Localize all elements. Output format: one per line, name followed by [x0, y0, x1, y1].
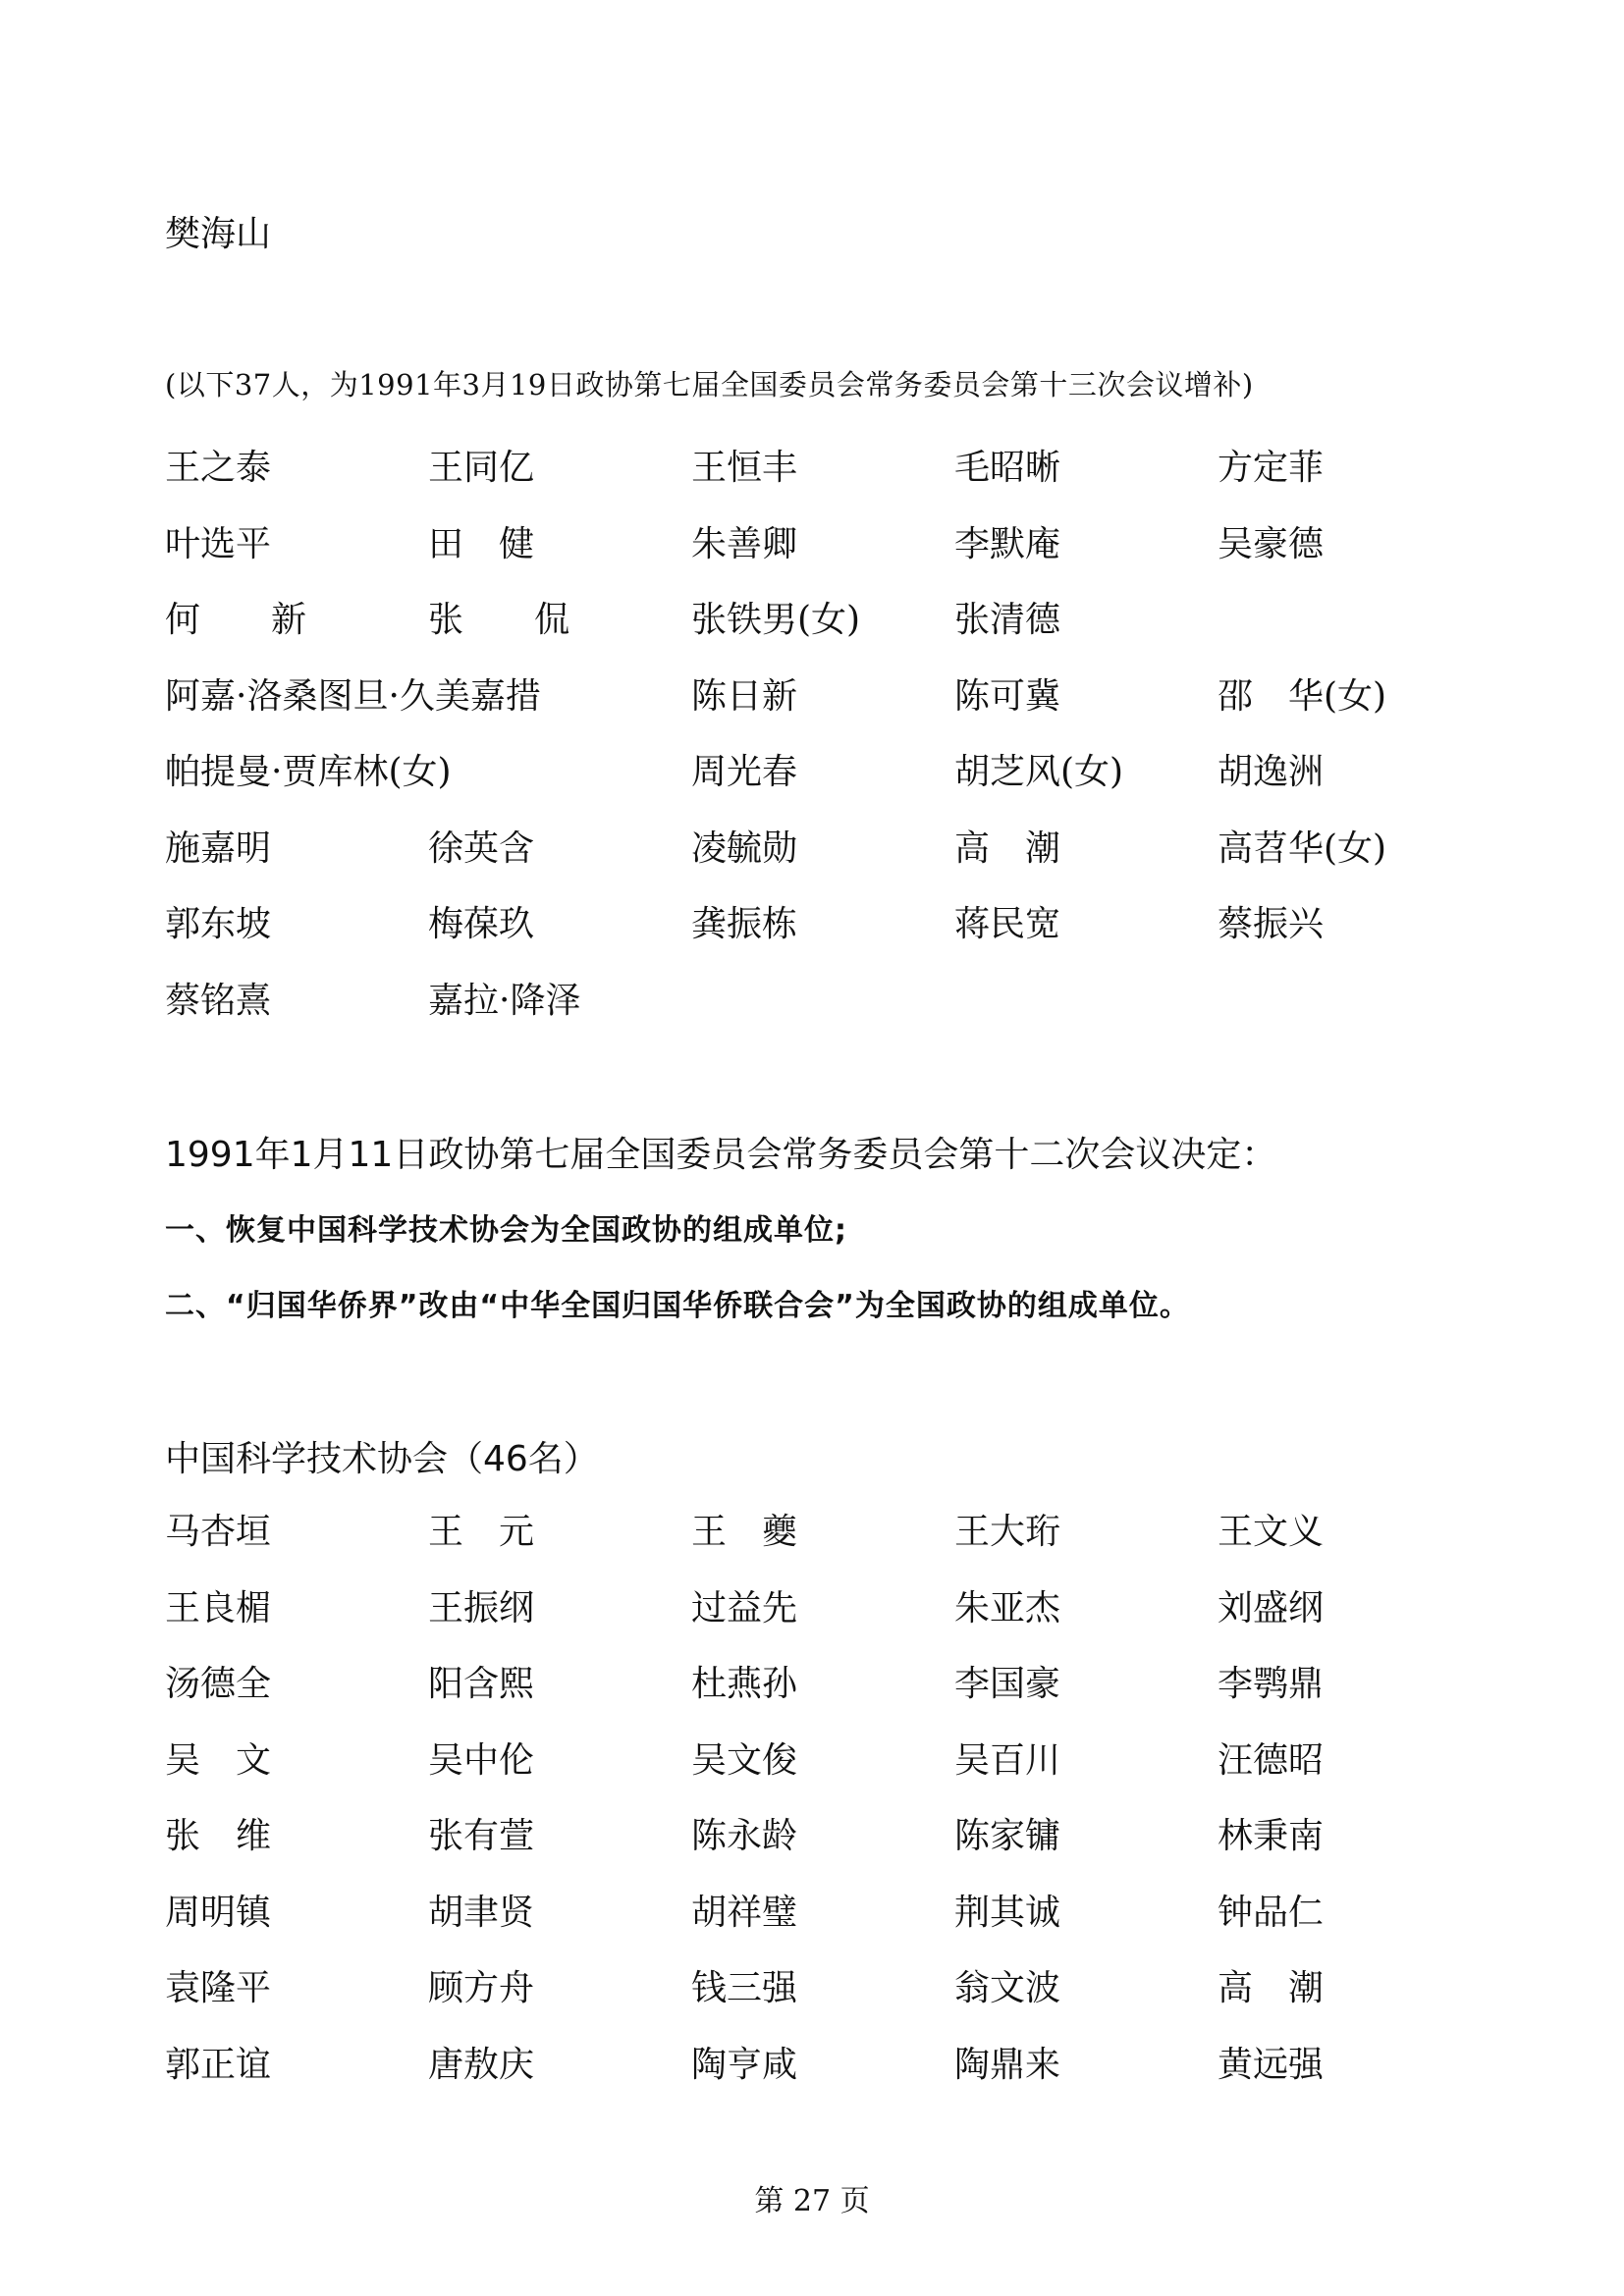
decision-item-2: 二、“归国华侨界”改由“中华全国归国华侨联合会”为全国政协的组成单位。: [165, 1289, 1190, 1323]
member-name: 吴百川: [954, 1739, 1061, 1781]
member-name: 吴中伦: [428, 1739, 535, 1781]
member-name: 嘉拉·降泽: [428, 980, 581, 1021]
member-name: 钟品仁: [1218, 1892, 1325, 1933]
member-name: 朱亚杰: [954, 1587, 1061, 1629]
decision-item-1: 一、恢复中国科学技术协会为全国政协的组成单位;: [165, 1213, 847, 1248]
member-name: 王良楣: [165, 1587, 272, 1629]
member-name: 胡祥璧: [691, 1892, 798, 1933]
member-name: 叶选平: [165, 523, 272, 564]
name-entry: 樊海山: [165, 214, 272, 254]
member-name: 王大珩: [954, 1512, 1061, 1552]
member-name: 阿嘉·洛桑图旦·久美嘉措: [165, 675, 541, 717]
member-name: 蒋民宽: [954, 904, 1061, 944]
member-name: 张清德: [954, 600, 1061, 640]
member-name: 袁隆平: [165, 1968, 272, 2008]
member-name: 汤德全: [165, 1664, 272, 1704]
member-name: 何 新: [165, 600, 307, 640]
member-name: 田 健: [428, 523, 535, 564]
member-name: 张有萱: [428, 1816, 535, 1856]
member-name: 王恒丰: [691, 448, 798, 488]
member-name: 施嘉明: [165, 828, 272, 869]
member-name: 高 潮: [1218, 1968, 1325, 2008]
member-name: 吴文俊: [691, 1739, 798, 1781]
member-name: 朱善卿: [691, 523, 798, 564]
member-name: 陶鼎来: [954, 2044, 1061, 2085]
member-name: 张 侃: [428, 600, 570, 640]
member-name: 王 夔: [691, 1512, 798, 1552]
member-name: 胡逸洲: [1218, 752, 1325, 792]
member-name: 高苕华(女): [1218, 828, 1387, 869]
member-name: 吴 文: [165, 1739, 272, 1781]
member-name: 刘盛纲: [1218, 1587, 1325, 1629]
member-name: 蔡振兴: [1218, 904, 1325, 944]
member-name: 胡聿贤: [428, 1892, 535, 1933]
decision-heading: 1991年1月11日政协第七届全国委员会常务委员会第十二次会议决定：: [165, 1135, 1277, 1175]
member-name: 王同亿: [428, 448, 535, 488]
member-name: 杜燕孙: [691, 1664, 798, 1704]
member-name: 郭正谊: [165, 2044, 272, 2085]
member-name: 钱三强: [691, 1968, 798, 2008]
member-name: 林秉南: [1218, 1816, 1325, 1856]
member-name: 陶亨咸: [691, 2044, 798, 2085]
member-name: 张铁男(女): [691, 600, 861, 640]
member-name: 唐敖庆: [428, 2044, 535, 2085]
member-name: 高 潮: [954, 828, 1061, 869]
section-heading-cast: 中国科学技术协会（46名）: [165, 1439, 599, 1479]
member-name: 李鹗鼎: [1218, 1664, 1325, 1704]
member-name: 李国豪: [954, 1664, 1061, 1704]
member-name: 阳含熙: [428, 1664, 535, 1704]
page-number: 第 27 页: [754, 2184, 870, 2218]
member-name: 徐英含: [428, 828, 535, 869]
member-name: 胡芝风(女): [954, 752, 1124, 792]
member-name: 梅葆玖: [428, 904, 535, 944]
member-name: 荆其诚: [954, 1892, 1061, 1933]
member-name: 陈日新: [691, 675, 798, 717]
member-name: 顾方舟: [428, 1968, 535, 2008]
member-name: 龚振栋: [691, 904, 798, 944]
member-name: 翁文波: [954, 1968, 1061, 2008]
member-name: 陈可冀: [954, 675, 1061, 717]
member-name: 方定菲: [1218, 448, 1325, 488]
member-name: 周明镇: [165, 1892, 272, 1933]
member-name: 帕提曼·贾库林(女): [165, 752, 452, 792]
member-name: 王文义: [1218, 1512, 1325, 1552]
member-name: 吴豪德: [1218, 523, 1325, 564]
member-name: 凌毓勋: [691, 828, 798, 869]
member-name: 陈永龄: [691, 1816, 798, 1856]
member-name: 黄远强: [1218, 2044, 1325, 2085]
member-name: 王 元: [428, 1512, 535, 1552]
member-name: 陈家镛: [954, 1816, 1061, 1856]
member-name: 过益先: [691, 1587, 798, 1629]
member-name: 郭东坡: [165, 904, 272, 944]
member-name: 邵 华(女): [1218, 675, 1387, 717]
addition-note: (以下37人，为1991年3月19日政协第七届全国委员会常务委员会第十三次会议增补): [165, 368, 1254, 401]
member-name: 王振纲: [428, 1587, 535, 1629]
member-name: 李默庵: [954, 523, 1061, 564]
member-name: 王之泰: [165, 448, 272, 488]
member-name: 蔡铭熹: [165, 980, 272, 1021]
member-name: 张 维: [165, 1816, 272, 1856]
member-name: 周光春: [691, 752, 798, 792]
member-name: 毛昭晰: [954, 448, 1061, 488]
member-name: 马杏垣: [165, 1512, 272, 1552]
member-name: 汪德昭: [1218, 1739, 1325, 1781]
